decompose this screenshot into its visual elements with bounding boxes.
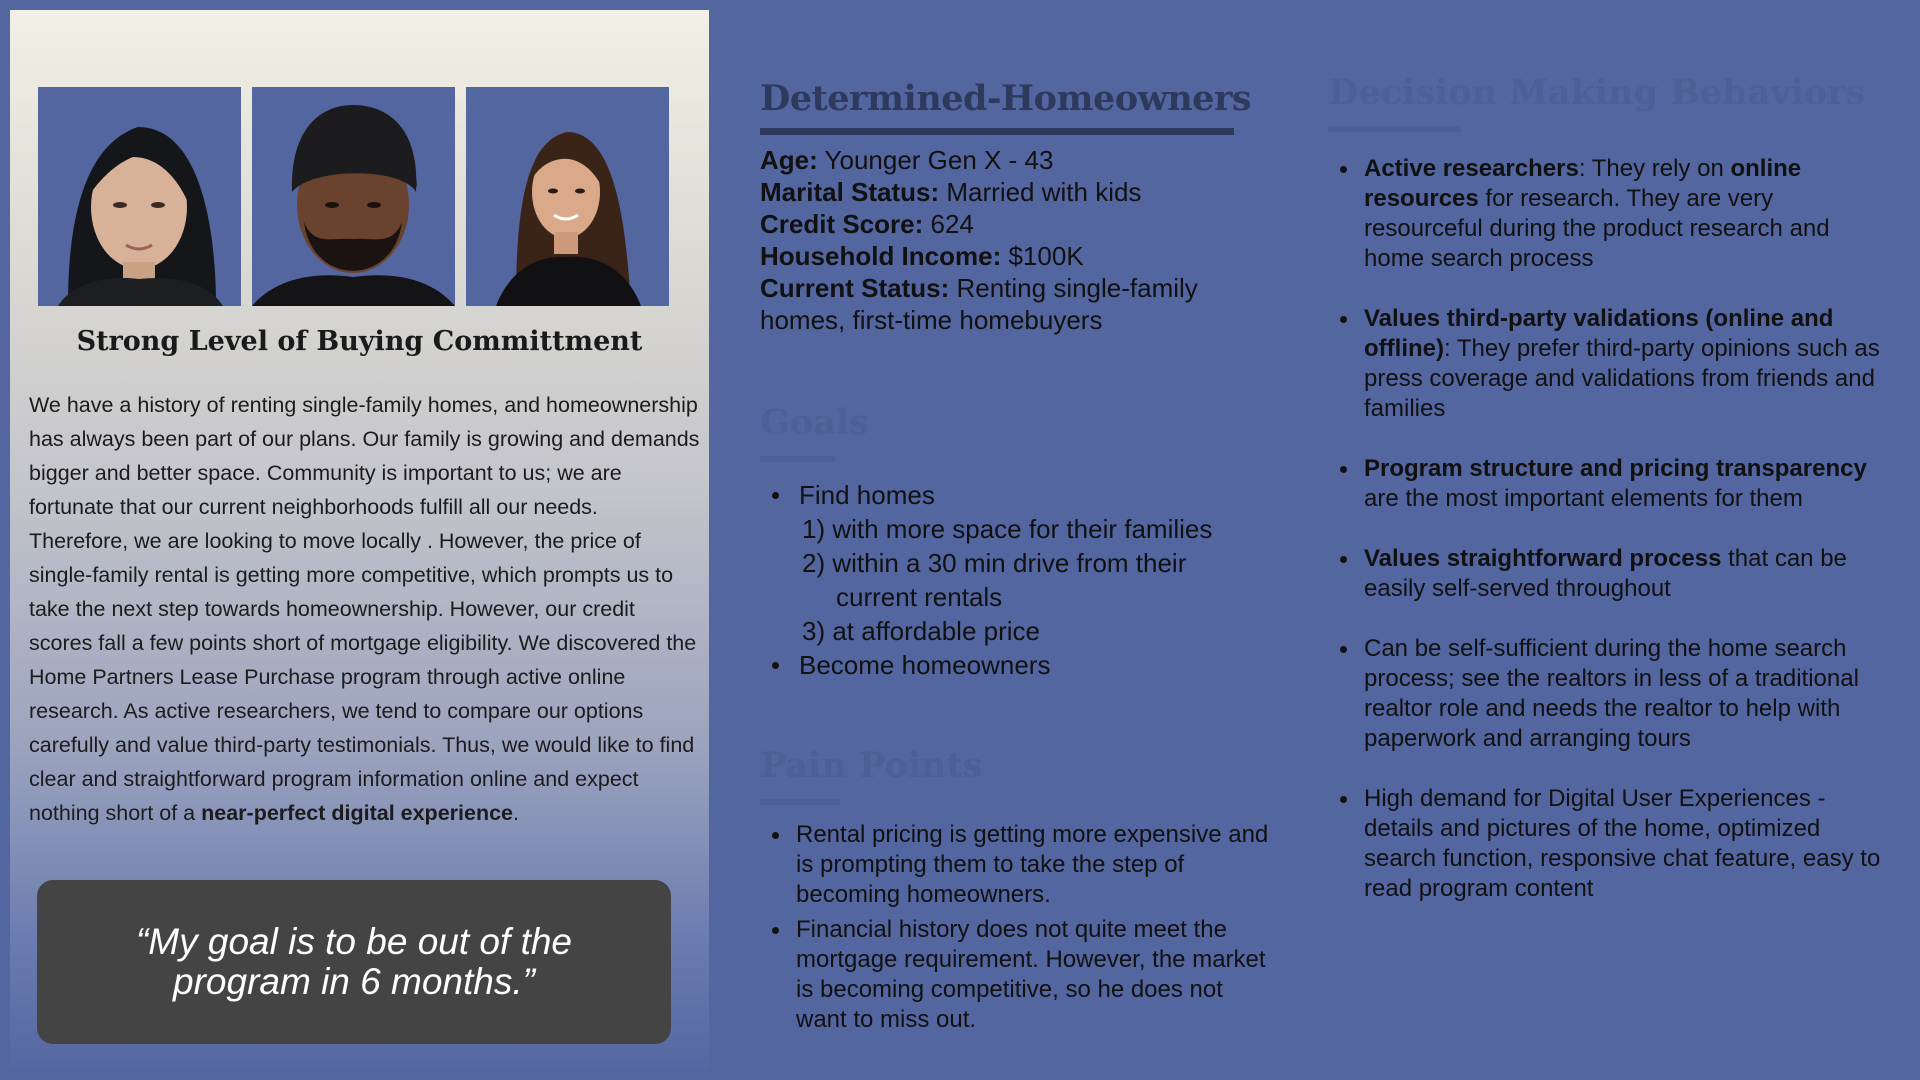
profile-age bbox=[760, 144, 1260, 176]
behaviors-heading: Decision Making Behaviors bbox=[1328, 72, 1866, 113]
persona-quote: “My goal is to be out of the program in 6 months.” bbox=[135, 921, 572, 1002]
goals-heading: Goals bbox=[760, 402, 869, 443]
behaviors-list bbox=[1328, 154, 1888, 934]
profile-credit-label: Credit Score: bbox=[760, 209, 924, 239]
profile-credit bbox=[760, 208, 1260, 240]
story-bold: near-perfect digital experience bbox=[201, 801, 513, 825]
behavior-item bbox=[1328, 154, 1888, 274]
behavior-bold: Active researchers bbox=[1364, 155, 1579, 182]
profile-marital-value: Married with kids bbox=[939, 177, 1142, 207]
profile-details bbox=[760, 144, 1260, 336]
profile-status-value: Renting single-family homes, first-time homebuyers bbox=[760, 273, 1198, 335]
goal-subitem: 2) within a 30 min drive from their bbox=[802, 548, 1187, 578]
behavior-item bbox=[1328, 454, 1888, 514]
persona-photo-woman-1 bbox=[38, 87, 241, 306]
goal-subitem: 1) with more space for their families bbox=[802, 514, 1213, 544]
profile-credit-value: 624 bbox=[923, 209, 974, 239]
persona-name-title: Determined-Homeowners bbox=[760, 78, 1252, 119]
persona-photo-man bbox=[252, 87, 455, 306]
behavior-text: : They rely on bbox=[1578, 155, 1731, 182]
profile-marital-label: Marital Status: bbox=[760, 177, 940, 207]
behavior-item bbox=[1328, 304, 1888, 424]
pain-point-item: Rental pricing is getting more expensive and is prompting them to take the step of becoming homeowners. bbox=[760, 820, 1280, 910]
title-underline bbox=[760, 128, 1234, 135]
behavior-bold: Program structure and pricing transparency bbox=[1364, 455, 1867, 482]
persona-story bbox=[29, 388, 701, 830]
profile-age-label: Age: bbox=[760, 145, 818, 175]
profile-income bbox=[760, 240, 1260, 272]
goal-item: Become homeowners bbox=[760, 648, 1290, 682]
behavior-bold: Values straightforward process bbox=[1364, 545, 1722, 572]
pain-points-list bbox=[760, 820, 1280, 1040]
persona-photo-woman-2 bbox=[466, 87, 669, 306]
goal-subitem: 3) at affordable price bbox=[802, 616, 1040, 646]
pain-points-heading: Pain Points bbox=[760, 745, 983, 786]
persona-quote-box bbox=[37, 880, 671, 1044]
persona-card bbox=[10, 10, 1908, 1070]
pain-point-item: Financial history does not quite meet the mortgage requirement. However, the market is becoming competitive, so he does not want to miss out. bbox=[760, 915, 1280, 1035]
behavior-item: High demand for Digital User Experiences - details and pictures of the home, optimized search function, responsive chat feature, easy to read program content bbox=[1328, 784, 1888, 904]
story-text: We have a history of renting single-family homes, and homeownership has always been part of our plans. Our family is growing and demands bigger and better space. Community is important to us; we are fortunate that our current neighborhoods fulfill all our needs. Therefore, we are looking to move locally . However, the price of single-family rental is getting more competitive, which prompts us to take the next step towards homeownership. However, our credit scores fall a few points short of mortgage eligibility. We discovered the Home Partners Lease Purchase program through active online research. As active researchers, we tend to compare our options carefully and value third-party testimonials. Thus, we would like to find clear and straightforward program information online and expect nothing short of a bbox=[29, 393, 700, 825]
goals-list bbox=[760, 478, 1290, 682]
behavior-text: for research. They are very resourceful during the product research and home search process bbox=[1364, 185, 1830, 272]
profile-income-value: $100K bbox=[1001, 241, 1084, 271]
profile-status-label: Current Status: bbox=[760, 273, 950, 303]
goal-item: Find homes bbox=[760, 478, 1290, 512]
persona-photos bbox=[38, 87, 669, 306]
goal-subitem: current rentals bbox=[836, 582, 1003, 612]
goals-underline bbox=[760, 456, 835, 462]
buying-commitment-title: Strong Level of Buying Committment bbox=[76, 326, 643, 357]
pain-points-underline bbox=[760, 799, 840, 805]
profile-status bbox=[760, 272, 1260, 336]
behavior-bold: online resources bbox=[1364, 155, 1802, 212]
behavior-bold: Values third-party validations (online and offline) bbox=[1364, 305, 1834, 362]
behavior-text: : They prefer third-party opinions such as press coverage and validations from friends and families bbox=[1364, 335, 1880, 422]
persona-left-panel bbox=[10, 10, 709, 1070]
behavior-text: that can be easily self-served throughout bbox=[1364, 545, 1847, 602]
profile-income-label: Household Income: bbox=[760, 241, 1002, 271]
behavior-item: Can be self-sufficient during the home search process; see the realtors in less of a traditional realtor role and needs the realtor to help with paperwork and arranging tours bbox=[1328, 634, 1888, 754]
behavior-item bbox=[1328, 544, 1888, 604]
behavior-text: are the most important elements for them bbox=[1364, 485, 1803, 512]
profile-marital bbox=[760, 176, 1260, 208]
profile-age-value: Younger Gen X - 43 bbox=[817, 145, 1054, 175]
behaviors-underline bbox=[1328, 126, 1461, 132]
story-end: . bbox=[513, 801, 519, 825]
